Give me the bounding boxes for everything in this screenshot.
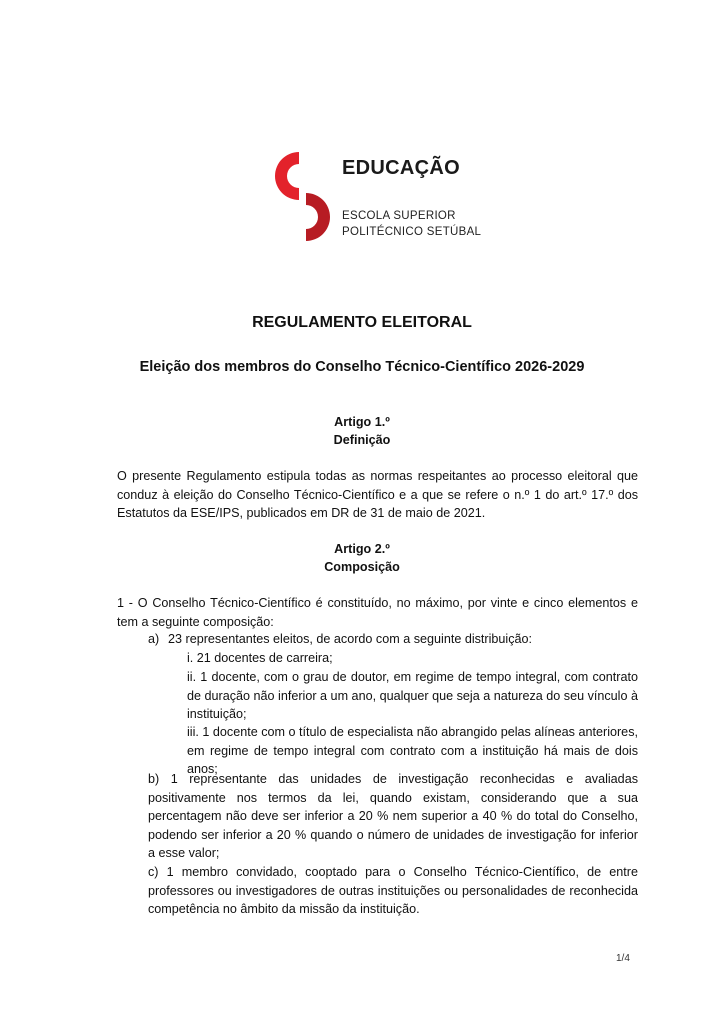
article-2-intro: 1 - O Conselho Técnico-Científico é constituído, no máximo, por vinte e cinco elementos e tem a seguinte composição: <box>117 596 638 629</box>
logo-subtitle-line1: ESCOLA SUPERIOR <box>342 210 456 222</box>
article-1-number: Artigo 1.º <box>334 415 390 429</box>
article-1-heading: Definição <box>333 433 391 447</box>
article-2-header <box>0 540 724 576</box>
institution-logo <box>272 150 482 245</box>
article-1-header <box>0 413 724 449</box>
list-item-c: c) 1 membro convidado, cooptado para o Conselho Técnico-Científico, de entre professores ou investigadores de outras instituições ou personalidades de reconhecida competência no âmbito da missão da instituição. <box>148 865 638 916</box>
article-2-heading: Composição <box>324 560 400 574</box>
list-item-a-text: 23 representantes eleitos, de acordo com a seguinte distribuição: <box>168 632 533 646</box>
list-subitem-i: i. 21 docentes de carreira; <box>187 651 333 665</box>
list-item-b: b) 1 representante das unidades de investigação reconhecidas e avaliadas positivamente nos termos da lei, quando existam, considerando que a sua percentagem não deve ser inferior a 20 % nem superior a 40 % do total do Conselho, podendo ser inferior a 20 % quando o número de unidades de investigação for inferior a esse valor; <box>148 772 638 860</box>
list-subitem-iii: iii. 1 docente com o título de especialista não abrangido pelas alíneas anteriores, em regime de tempo integral com contrato com a instituição há mais de dois anos; <box>187 725 638 776</box>
logo-mark-icon <box>272 150 334 245</box>
article-2-number: Artigo 2.º <box>334 542 390 556</box>
article-1-body: O presente Regulamento estipula todas as normas respeitantes ao processo eleitoral que conduz à eleição do Conselho Técnico-Científico e a que se refere o n.º 1 do art.º 17.º dos Estatutos da ESE/IPS, publicados em DR de 31 de maio de 2021. <box>117 469 638 520</box>
list-item-a-marker: a) <box>148 632 160 646</box>
document-title: REGULAMENTO ELEITORAL <box>252 314 472 331</box>
list-subitem-ii: ii. 1 docente, com o grau de doutor, em regime de tempo integral, com contrato de duração não inferior a um ano, qualquer que seja a natureza do seu vínculo à instituição; <box>187 670 638 721</box>
page-number: 1/4 <box>616 953 630 964</box>
document-subtitle: Eleição dos membros do Conselho Técnico-Científico 2026-2029 <box>139 359 585 375</box>
logo-title: EDUCAÇÃO <box>342 157 460 179</box>
logo-subtitle <box>342 208 481 240</box>
list-item-a <box>148 630 532 649</box>
logo-subtitle-line2: POLITÉCNICO SETÚBAL <box>342 226 482 238</box>
